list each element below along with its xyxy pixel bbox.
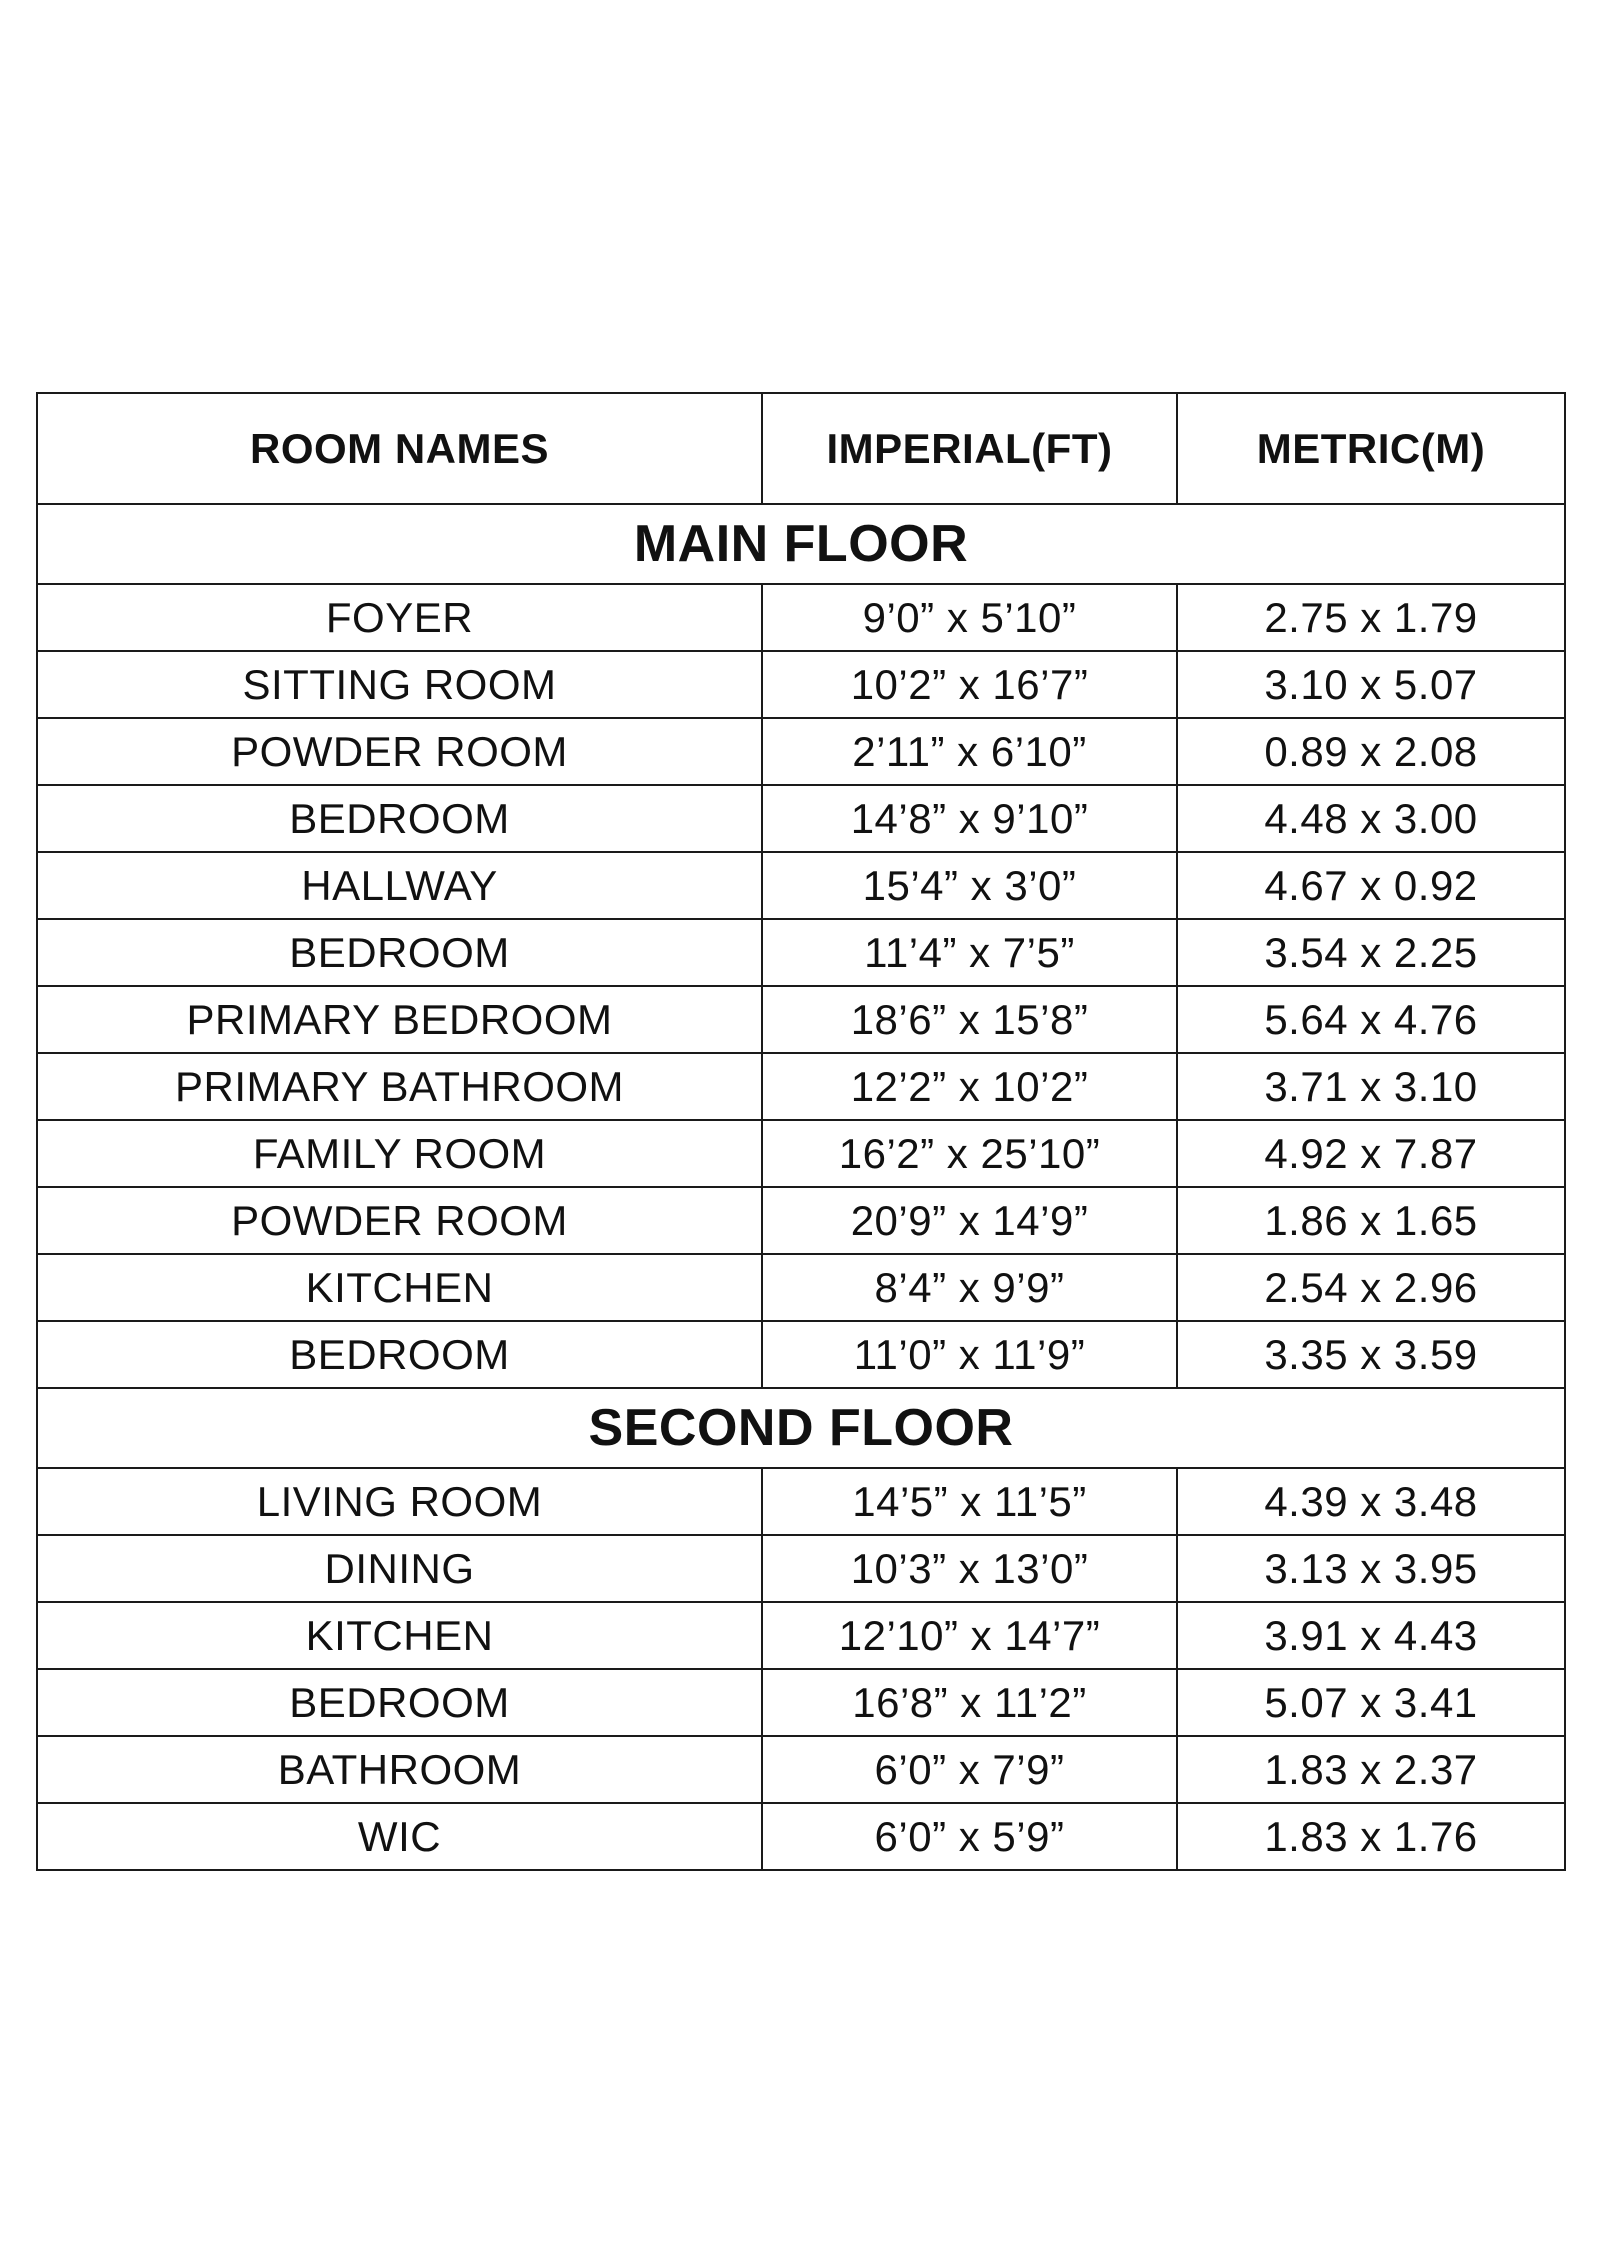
imperial-cell: 9’0” x 5’10” (762, 584, 1177, 651)
imperial-cell: 8’4” x 9’9” (762, 1254, 1177, 1321)
header-room-names: ROOM NAMES (37, 393, 762, 504)
imperial-cell: 11’4” x 7’5” (762, 919, 1177, 986)
room-name-cell: DINING (37, 1535, 762, 1602)
section-row (37, 504, 1565, 584)
table-row (37, 1669, 1565, 1736)
room-name-cell: BEDROOM (37, 1669, 762, 1736)
section-title: SECOND FLOOR (37, 1388, 1565, 1468)
section-title: MAIN FLOOR (37, 504, 1565, 584)
metric-cell: 0.89 x 2.08 (1177, 718, 1565, 785)
imperial-cell: 6’0” x 5’9” (762, 1803, 1177, 1870)
metric-cell: 3.91 x 4.43 (1177, 1602, 1565, 1669)
table-row (37, 1254, 1565, 1321)
header-metric: METRIC(M) (1177, 393, 1565, 504)
metric-cell: 1.86 x 1.65 (1177, 1187, 1565, 1254)
room-name-cell: KITCHEN (37, 1254, 762, 1321)
imperial-cell: 11’0” x 11’9” (762, 1321, 1177, 1388)
table-row (37, 1803, 1565, 1870)
imperial-cell: 10’2” x 16’7” (762, 651, 1177, 718)
imperial-cell: 14’5” x 11’5” (762, 1468, 1177, 1535)
metric-cell: 3.54 x 2.25 (1177, 919, 1565, 986)
room-name-cell: WIC (37, 1803, 762, 1870)
metric-cell: 5.64 x 4.76 (1177, 986, 1565, 1053)
table-row (37, 1321, 1565, 1388)
table-row (37, 651, 1565, 718)
room-name-cell: FOYER (37, 584, 762, 651)
metric-cell: 1.83 x 2.37 (1177, 1736, 1565, 1803)
table-row (37, 718, 1565, 785)
room-name-cell: POWDER ROOM (37, 1187, 762, 1254)
imperial-cell: 18’6” x 15’8” (762, 986, 1177, 1053)
imperial-cell: 20’9” x 14’9” (762, 1187, 1177, 1254)
room-name-cell: POWDER ROOM (37, 718, 762, 785)
room-name-cell: HALLWAY (37, 852, 762, 919)
room-dimensions-table (36, 392, 1566, 1871)
table-row (37, 986, 1565, 1053)
room-name-cell: SITTING ROOM (37, 651, 762, 718)
metric-cell: 4.39 x 3.48 (1177, 1468, 1565, 1535)
metric-cell: 3.71 x 3.10 (1177, 1053, 1565, 1120)
room-name-cell: BEDROOM (37, 785, 762, 852)
imperial-cell: 12’2” x 10’2” (762, 1053, 1177, 1120)
imperial-cell: 16’2” x 25’10” (762, 1120, 1177, 1187)
metric-cell: 2.54 x 2.96 (1177, 1254, 1565, 1321)
table-row (37, 852, 1565, 919)
metric-cell: 1.83 x 1.76 (1177, 1803, 1565, 1870)
table-row (37, 785, 1565, 852)
room-name-cell: BATHROOM (37, 1736, 762, 1803)
metric-cell: 4.48 x 3.00 (1177, 785, 1565, 852)
room-name-cell: PRIMARY BEDROOM (37, 986, 762, 1053)
imperial-cell: 16’8” x 11’2” (762, 1669, 1177, 1736)
header-imperial: IMPERIAL(FT) (762, 393, 1177, 504)
table-row (37, 1468, 1565, 1535)
table-row (37, 1535, 1565, 1602)
room-name-cell: BEDROOM (37, 919, 762, 986)
table-header (37, 393, 1565, 504)
metric-cell: 4.92 x 7.87 (1177, 1120, 1565, 1187)
imperial-cell: 12’10” x 14’7” (762, 1602, 1177, 1669)
imperial-cell: 6’0” x 7’9” (762, 1736, 1177, 1803)
section-row (37, 1388, 1565, 1468)
metric-cell: 3.35 x 3.59 (1177, 1321, 1565, 1388)
metric-cell: 3.13 x 3.95 (1177, 1535, 1565, 1602)
table-row (37, 1187, 1565, 1254)
metric-cell: 4.67 x 0.92 (1177, 852, 1565, 919)
table-row (37, 1053, 1565, 1120)
table-body (37, 504, 1565, 1870)
metric-cell: 3.10 x 5.07 (1177, 651, 1565, 718)
imperial-cell: 15’4” x 3’0” (762, 852, 1177, 919)
table-row (37, 1120, 1565, 1187)
table-row (37, 1736, 1565, 1803)
imperial-cell: 14’8” x 9’10” (762, 785, 1177, 852)
room-name-cell: KITCHEN (37, 1602, 762, 1669)
metric-cell: 5.07 x 3.41 (1177, 1669, 1565, 1736)
imperial-cell: 10’3” x 13’0” (762, 1535, 1177, 1602)
table-row (37, 919, 1565, 986)
metric-cell: 2.75 x 1.79 (1177, 584, 1565, 651)
imperial-cell: 2’11” x 6’10” (762, 718, 1177, 785)
table-row (37, 1602, 1565, 1669)
room-name-cell: FAMILY ROOM (37, 1120, 762, 1187)
table-row (37, 584, 1565, 651)
header-row (37, 393, 1565, 504)
room-name-cell: PRIMARY BATHROOM (37, 1053, 762, 1120)
room-name-cell: BEDROOM (37, 1321, 762, 1388)
room-name-cell: LIVING ROOM (37, 1468, 762, 1535)
